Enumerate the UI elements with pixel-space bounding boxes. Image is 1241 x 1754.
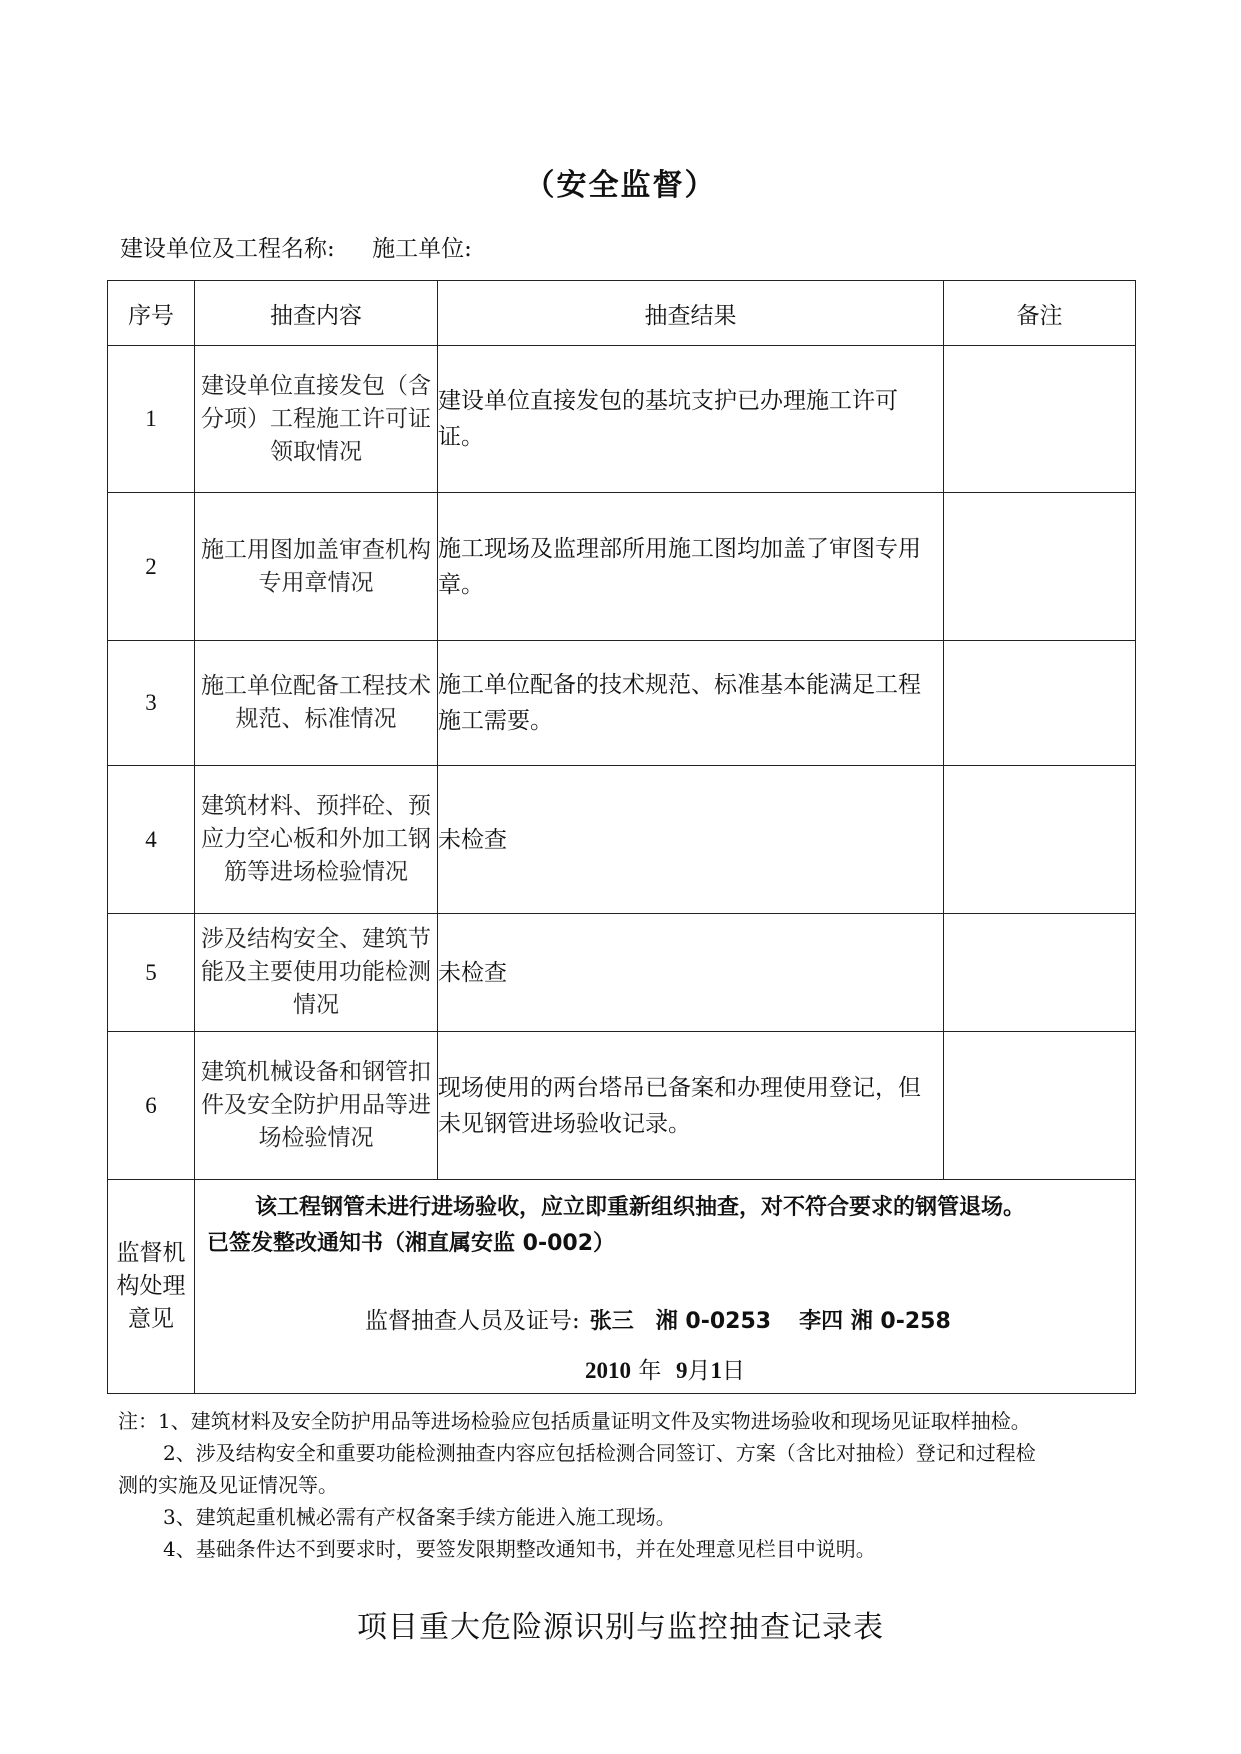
- row-item: 涉及结构安全、建筑节能及主要使用功能检测情况: [195, 914, 438, 1032]
- signer-line: [365, 1302, 951, 1335]
- table-row: [108, 914, 1136, 1032]
- column-header-no: 序号: [108, 281, 195, 346]
- footer-title: 项目重大危险源识别与监控抽查记录表: [357, 1610, 884, 1645]
- row-result: 现场使用的两台塔吊已备案和办理使用登记，但未见钢管进场验收记录。: [438, 1032, 944, 1180]
- note-2: 2、涉及结构安全和重要功能检测抽查内容应包括检测合同签订、方案（含比对抽检）登记和过程检: [163, 1441, 1036, 1465]
- signer-2: 李四 湘 0-258: [799, 1309, 951, 1334]
- column-header-item: 抽查内容: [195, 281, 438, 346]
- note-3: 3、建筑起重机械必需有产权备案手续方能进入施工现场。: [163, 1505, 676, 1529]
- note-2-cont: 测的实施及见证情况等。: [118, 1473, 338, 1497]
- opinion-date: [195, 1352, 1135, 1385]
- row-no: 2: [108, 493, 195, 641]
- opinion-row: [108, 1180, 1136, 1394]
- row-no: 3: [108, 641, 195, 766]
- row-result: 建设单位直接发包的基坑支护已办理施工许可证。: [438, 346, 944, 493]
- signer-label: 监督抽查人员及证号:: [365, 1308, 580, 1334]
- table-row: [108, 1032, 1136, 1180]
- construction-unit-label: 建设单位及工程名称:: [120, 236, 335, 262]
- note-1: 注：1、建筑材料及安全防护用品等进场检验应包括质量证明文件及实物进场验收和现场见证取样抽检。: [118, 1409, 1031, 1433]
- contractor-label: 施工单位:: [372, 236, 472, 262]
- table-header-row: [108, 281, 1136, 346]
- row-result: 未检查: [438, 766, 944, 914]
- row-no: 1: [108, 346, 195, 493]
- row-result: 施工现场及监理部所用施工图均加盖了审图专用章。: [438, 493, 944, 641]
- note-4: 4、基础条件达不到要求时，要签发限期整改通知书，并在处理意见栏目中说明。: [163, 1537, 876, 1561]
- date-year-unit: 年: [638, 1358, 662, 1384]
- row-no: 6: [108, 1032, 195, 1180]
- row-no: 4: [108, 766, 195, 914]
- notes: [118, 1405, 1128, 1565]
- table-row: [108, 493, 1136, 641]
- row-result: 施工单位配备的技术规范、标准基本能满足工程施工需要。: [438, 641, 944, 766]
- inspection-table: [107, 280, 1136, 1394]
- row-remark: [944, 1032, 1136, 1180]
- column-header-remark: 备注: [944, 281, 1136, 346]
- unit-line: [120, 230, 502, 263]
- date-day-unit: 日: [721, 1358, 745, 1384]
- row-item: 施工用图加盖审查机构专用章情况: [195, 493, 438, 641]
- page-title: （安全监督）: [524, 168, 717, 203]
- opinion-text-line1: 该工程钢管未进行进场验收，应立即重新组织抽查，对不符合要求的钢管退场。: [255, 1195, 1026, 1220]
- date-month-unit: 月: [687, 1358, 711, 1384]
- row-result: 未检查: [438, 914, 944, 1032]
- signer-1: 张三 湘 0-0253: [589, 1309, 772, 1334]
- table-row: [108, 641, 1136, 766]
- row-item: 施工单位配备工程技术规范、标准情况: [195, 641, 438, 766]
- opinion-cell: [195, 1180, 1136, 1394]
- row-remark: [944, 493, 1136, 641]
- row-no: 5: [108, 914, 195, 1032]
- table-row: [108, 346, 1136, 493]
- row-remark: [944, 914, 1136, 1032]
- opinion-label: 监督机构处理意见: [108, 1180, 195, 1394]
- row-item: 建筑材料、预拌砼、预应力空心板和外加工钢筋等进场检验情况: [195, 766, 438, 914]
- opinion-text-line2: 已签发整改通知书（湘直属安监 0-002）: [207, 1231, 616, 1256]
- date-day: 1: [710, 1358, 722, 1383]
- opinion-text: [207, 1190, 1127, 1262]
- column-header-result: 抽查结果: [438, 281, 944, 346]
- row-item: 建筑机械设备和钢管扣件及安全防护用品等进场检验情况: [195, 1032, 438, 1180]
- table-row: [108, 766, 1136, 914]
- date-year: 2010: [585, 1358, 632, 1383]
- row-remark: [944, 766, 1136, 914]
- row-remark: [944, 641, 1136, 766]
- date-month: 9: [675, 1358, 688, 1383]
- row-remark: [944, 346, 1136, 493]
- row-item: 建设单位直接发包（含分项）工程施工许可证领取情况: [195, 346, 438, 493]
